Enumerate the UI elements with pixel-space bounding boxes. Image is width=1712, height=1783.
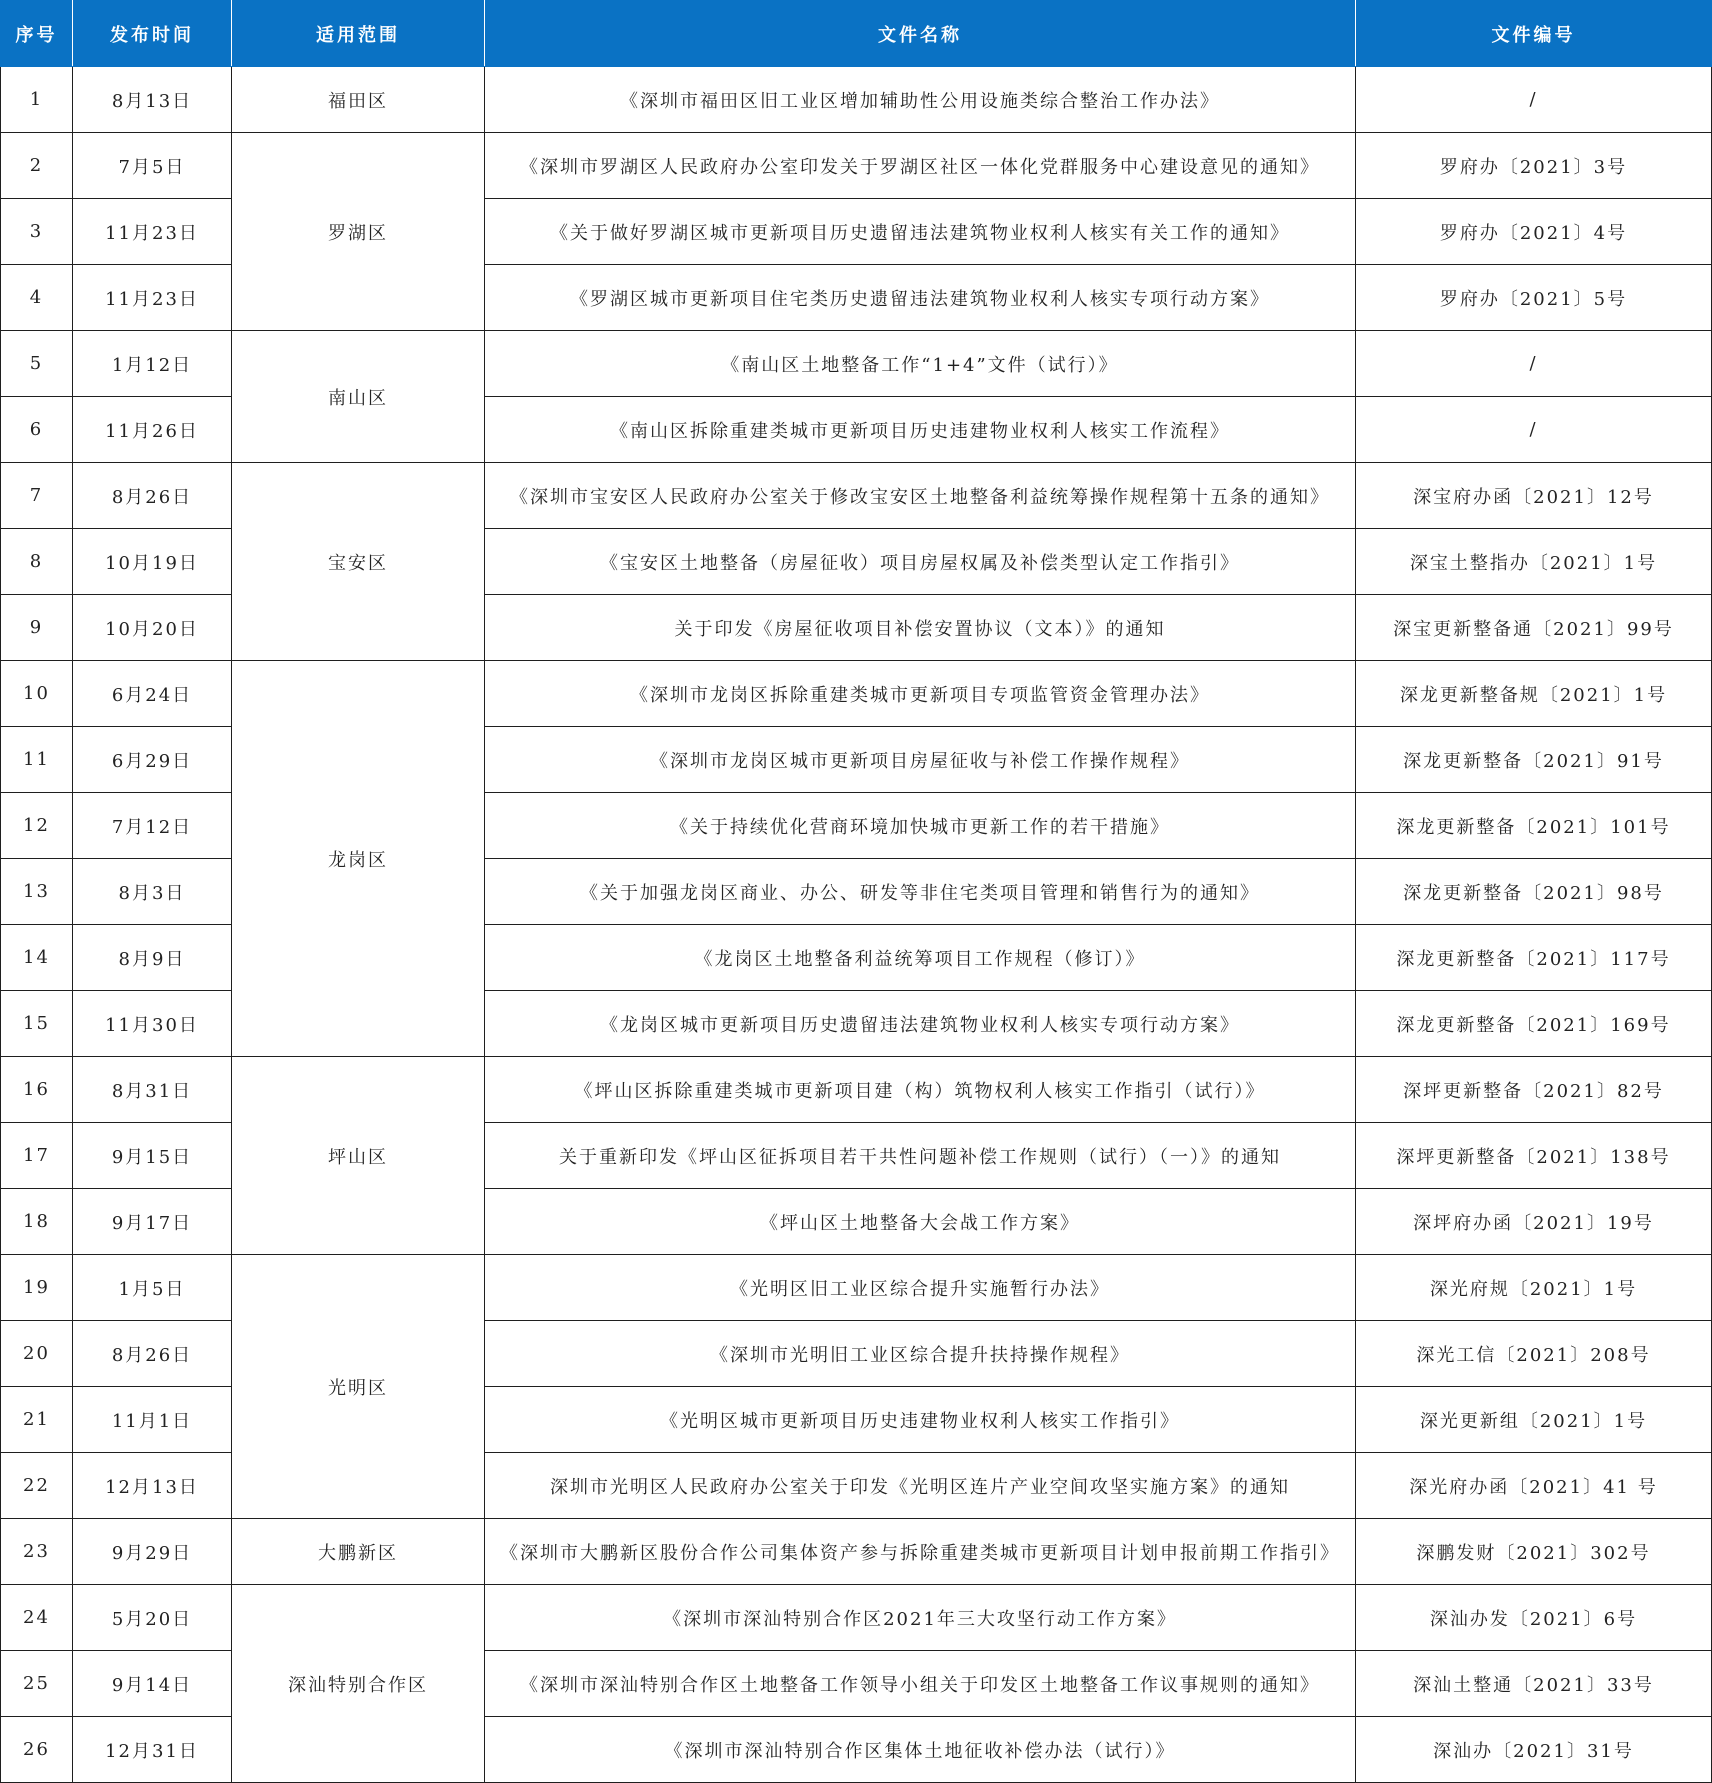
cell-date: 7月12日 [73,793,232,859]
cell-date: 11月26日 [73,397,232,463]
cell-doc-number: 深坪府办函〔2021〕19号 [1356,1189,1712,1255]
cell-date: 10月20日 [73,595,232,661]
table-row [1,133,1712,199]
cell-date: 1月5日 [73,1255,232,1321]
table-row [1,463,1712,529]
cell-doc-number: 深龙更新整备规〔2021〕1号 [1356,661,1712,727]
header-index: 序号 [1,1,73,67]
cell-index: 18 [1,1189,73,1255]
cell-index: 8 [1,529,73,595]
cell-doc-number: 深龙更新整备〔2021〕169号 [1356,991,1712,1057]
table-row [1,1519,1712,1585]
cell-doc-number: 深龙更新整备〔2021〕101号 [1356,793,1712,859]
header-row [1,1,1712,67]
cell-index: 20 [1,1321,73,1387]
cell-index: 14 [1,925,73,991]
cell-doc-name: 《深圳市大鹏新区股份合作公司集体资产参与拆除重建类城市更新项目计划申报前期工作指引》 [485,1519,1356,1585]
table-row [1,67,1712,133]
cell-doc-name: 《深圳市龙岗区城市更新项目房屋征收与补偿工作操作规程》 [485,727,1356,793]
cell-doc-number: 深龙更新整备〔2021〕91号 [1356,727,1712,793]
cell-doc-name: 《关于加强龙岗区商业、办公、研发等非住宅类项目管理和销售行为的通知》 [485,859,1356,925]
header-doc-number: 文件编号 [1356,1,1712,67]
cell-date: 9月14日 [73,1651,232,1717]
cell-date: 6月29日 [73,727,232,793]
cell-index: 12 [1,793,73,859]
cell-doc-number: 深坪更新整备〔2021〕82号 [1356,1057,1712,1123]
cell-index: 24 [1,1585,73,1651]
cell-index: 16 [1,1057,73,1123]
cell-doc-name: 《南山区拆除重建类城市更新项目历史违建物业权利人核实工作流程》 [485,397,1356,463]
cell-doc-number: 深光府办函〔2021〕41 号 [1356,1453,1712,1519]
cell-date: 11月30日 [73,991,232,1057]
table-body [1,67,1712,1783]
cell-doc-number: / [1356,331,1712,397]
cell-doc-name: 《深圳市龙岗区拆除重建类城市更新项目专项监管资金管理办法》 [485,661,1356,727]
header-scope: 适用范围 [232,1,485,67]
cell-doc-number: 深汕办发〔2021〕6号 [1356,1585,1712,1651]
cell-scope: 坪山区 [232,1057,485,1255]
cell-date: 10月19日 [73,529,232,595]
cell-doc-number: 罗府办〔2021〕4号 [1356,199,1712,265]
cell-doc-number: 深光更新组〔2021〕1号 [1356,1387,1712,1453]
cell-doc-name: 关于重新印发《坪山区征拆项目若干共性问题补偿工作规则（试行）（一）》的通知 [485,1123,1356,1189]
cell-index: 5 [1,331,73,397]
cell-index: 10 [1,661,73,727]
cell-doc-name: 《深圳市宝安区人民政府办公室关于修改宝安区土地整备利益统筹操作规程第十五条的通知》 [485,463,1356,529]
cell-index: 15 [1,991,73,1057]
cell-date: 8月26日 [73,1321,232,1387]
cell-index: 26 [1,1717,73,1783]
cell-scope: 宝安区 [232,463,485,661]
cell-index: 17 [1,1123,73,1189]
cell-doc-name: 《龙岗区城市更新项目历史遗留违法建筑物业权利人核实专项行动方案》 [485,991,1356,1057]
cell-date: 7月5日 [73,133,232,199]
header-date: 发布时间 [73,1,232,67]
cell-doc-name: 《深圳市罗湖区人民政府办公室印发关于罗湖区社区一体化党群服务中心建设意见的通知》 [485,133,1356,199]
cell-doc-name: 《光明区城市更新项目历史违建物业权利人核实工作指引》 [485,1387,1356,1453]
cell-index: 1 [1,67,73,133]
cell-date: 6月24日 [73,661,232,727]
cell-date: 5月20日 [73,1585,232,1651]
cell-date: 12月31日 [73,1717,232,1783]
cell-doc-name: 《龙岗区土地整备利益统筹项目工作规程（修订）》 [485,925,1356,991]
table-row [1,331,1712,397]
cell-scope: 深汕特别合作区 [232,1585,485,1783]
cell-doc-name: 《光明区旧工业区综合提升实施暂行办法》 [485,1255,1356,1321]
cell-doc-number: 罗府办〔2021〕5号 [1356,265,1712,331]
cell-doc-number: 深汕办〔2021〕31号 [1356,1717,1712,1783]
cell-date: 12月13日 [73,1453,232,1519]
cell-date: 8月3日 [73,859,232,925]
table-header [1,1,1712,67]
cell-index: 11 [1,727,73,793]
cell-index: 6 [1,397,73,463]
cell-doc-number: 深龙更新整备〔2021〕117号 [1356,925,1712,991]
cell-index: 13 [1,859,73,925]
cell-date: 11月1日 [73,1387,232,1453]
table-row [1,1585,1712,1651]
cell-index: 4 [1,265,73,331]
cell-doc-name: 《坪山区拆除重建类城市更新项目建（构）筑物权利人核实工作指引（试行）》 [485,1057,1356,1123]
cell-date: 11月23日 [73,265,232,331]
cell-index: 19 [1,1255,73,1321]
cell-date: 8月31日 [73,1057,232,1123]
cell-doc-name: 《深圳市光明旧工业区综合提升扶持操作规程》 [485,1321,1356,1387]
cell-doc-name: 《关于做好罗湖区城市更新项目历史遗留违法建筑物业权利人核实有关工作的通知》 [485,199,1356,265]
cell-index: 23 [1,1519,73,1585]
cell-date: 9月29日 [73,1519,232,1585]
cell-doc-number: 深坪更新整备〔2021〕138号 [1356,1123,1712,1189]
cell-doc-number: 深宝更新整备通〔2021〕99号 [1356,595,1712,661]
cell-scope: 福田区 [232,67,485,133]
cell-doc-number: 深宝府办函〔2021〕12号 [1356,463,1712,529]
cell-doc-name: 《深圳市深汕特别合作区土地整备工作领导小组关于印发区土地整备工作议事规则的通知》 [485,1651,1356,1717]
cell-index: 9 [1,595,73,661]
cell-date: 8月13日 [73,67,232,133]
cell-date: 8月9日 [73,925,232,991]
cell-doc-name: 《深圳市深汕特别合作区2021年三大攻坚行动工作方案》 [485,1585,1356,1651]
cell-doc-name: 《坪山区土地整备大会战工作方案》 [485,1189,1356,1255]
cell-doc-name: 《深圳市福田区旧工业区增加辅助性公用设施类综合整治工作办法》 [485,67,1356,133]
cell-scope: 大鹏新区 [232,1519,485,1585]
cell-doc-name: 《罗湖区城市更新项目住宅类历史遗留违法建筑物业权利人核实专项行动方案》 [485,265,1356,331]
cell-doc-name: 《关于持续优化营商环境加快城市更新工作的若干措施》 [485,793,1356,859]
cell-date: 8月26日 [73,463,232,529]
cell-date: 9月17日 [73,1189,232,1255]
cell-index: 22 [1,1453,73,1519]
cell-doc-number: 深鹏发财〔2021〕302号 [1356,1519,1712,1585]
cell-doc-number: / [1356,397,1712,463]
cell-doc-name: 关于印发《房屋征收项目补偿安置协议（文本）》的通知 [485,595,1356,661]
cell-scope: 光明区 [232,1255,485,1519]
cell-doc-name: 深圳市光明区人民政府办公室关于印发《光明区连片产业空间攻坚实施方案》的通知 [485,1453,1356,1519]
cell-scope: 南山区 [232,331,485,463]
cell-index: 21 [1,1387,73,1453]
cell-scope: 龙岗区 [232,661,485,1057]
cell-doc-number: 深宝土整指办〔2021〕1号 [1356,529,1712,595]
cell-doc-number: 深光府规〔2021〕1号 [1356,1255,1712,1321]
cell-doc-number: / [1356,67,1712,133]
cell-doc-number: 深光工信〔2021〕208号 [1356,1321,1712,1387]
cell-doc-name: 《深圳市深汕特别合作区集体土地征收补偿办法（试行）》 [485,1717,1356,1783]
cell-doc-number: 深汕土整通〔2021〕33号 [1356,1651,1712,1717]
cell-scope: 罗湖区 [232,133,485,331]
cell-doc-name: 《南山区土地整备工作“1+4”文件（试行）》 [485,331,1356,397]
cell-doc-number: 深龙更新整备〔2021〕98号 [1356,859,1712,925]
header-doc-name: 文件名称 [485,1,1356,67]
cell-index: 3 [1,199,73,265]
table-row [1,1255,1712,1321]
cell-date: 11月23日 [73,199,232,265]
table-row [1,661,1712,727]
cell-date: 1月12日 [73,331,232,397]
cell-index: 7 [1,463,73,529]
cell-doc-number: 罗府办〔2021〕3号 [1356,133,1712,199]
cell-index: 25 [1,1651,73,1717]
cell-doc-name: 《宝安区土地整备（房屋征收）项目房屋权属及补偿类型认定工作指引》 [485,529,1356,595]
table-row [1,1057,1712,1123]
cell-date: 9月15日 [73,1123,232,1189]
cell-index: 2 [1,133,73,199]
